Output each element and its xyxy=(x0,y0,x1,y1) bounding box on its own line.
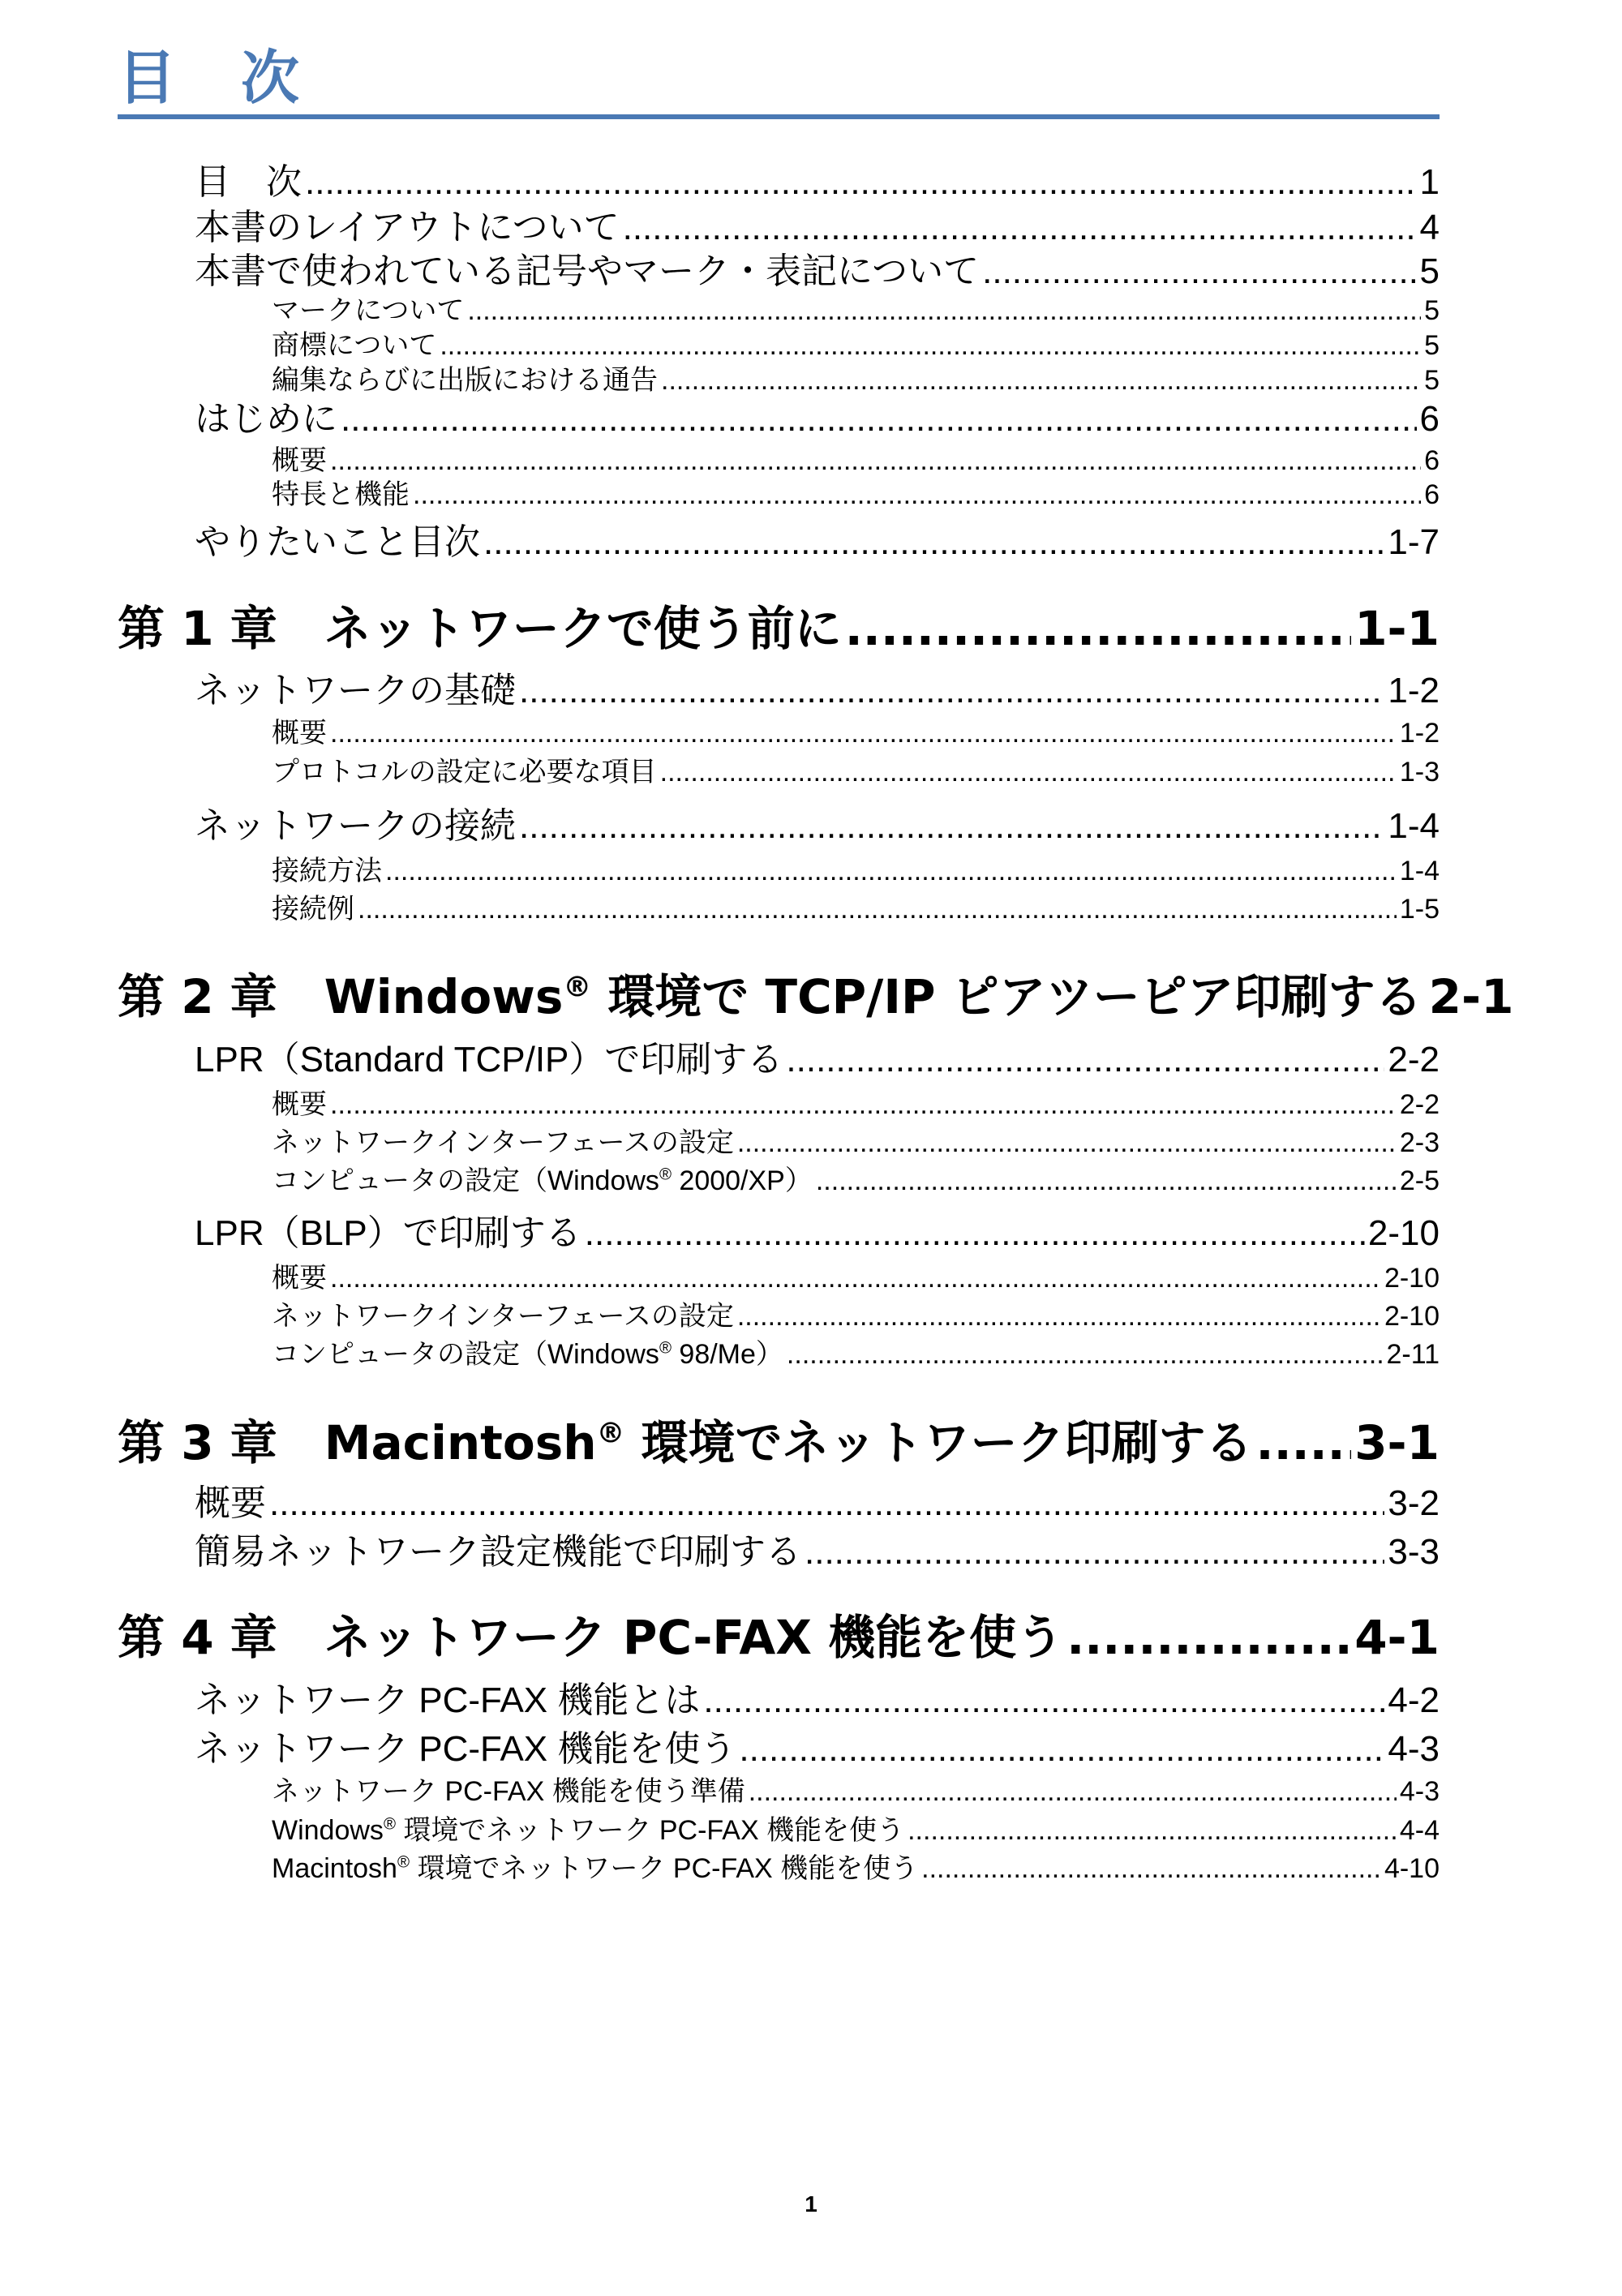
toc-page-number: 1-1 xyxy=(1354,601,1440,656)
dot-leader xyxy=(660,757,1397,788)
toc-subsection-entry[interactable] xyxy=(272,323,1440,363)
registered-mark: ® xyxy=(563,971,592,1004)
toc-page-number: 2-10 xyxy=(1384,1263,1440,1294)
registered-mark: ® xyxy=(659,1165,672,1184)
dot-leader xyxy=(269,1483,1384,1524)
toc-subsection-entry[interactable] xyxy=(272,1120,1440,1160)
toc-page-number: 2-10 xyxy=(1384,1301,1440,1332)
toc-entry-title: 概要 xyxy=(272,718,327,749)
toc-page-number: 2-2 xyxy=(1399,1089,1440,1120)
toc-entry-title: コンピュータの設定（Windows® 2000/XP） xyxy=(272,1165,813,1196)
dot-leader xyxy=(305,162,1417,203)
toc-entry-title: 概要 xyxy=(272,1263,327,1294)
toc-section-entry[interactable] xyxy=(195,1030,1440,1082)
toc-page-number: 1-2 xyxy=(1388,671,1440,710)
toc-section-entry[interactable] xyxy=(195,389,1440,441)
toc-entry-title: はじめに xyxy=(195,399,337,439)
dot-leader xyxy=(921,1853,1381,1885)
toc-section-entry[interactable] xyxy=(195,152,1440,204)
toc-page-number: 5 xyxy=(1419,251,1440,291)
toc-page-number: 4-4 xyxy=(1399,1815,1440,1846)
toc-subsection-entry[interactable] xyxy=(272,1846,1440,1886)
toc-entry-title: 接続方法 xyxy=(272,856,382,886)
toc-entry-title: 簡易ネットワーク設定機能で印刷する xyxy=(195,1532,801,1572)
toc-subsection-entry[interactable] xyxy=(272,1294,1440,1333)
toc-chapter-entry[interactable] xyxy=(118,1599,1440,1667)
toc-subsection-entry[interactable] xyxy=(272,848,1440,888)
toc-section-entry[interactable] xyxy=(195,661,1440,713)
dot-leader xyxy=(413,479,1421,511)
toc-subsection-entry[interactable] xyxy=(272,710,1440,750)
toc-entry-title: 概要 xyxy=(272,445,327,476)
registered-mark: ® xyxy=(397,1853,410,1872)
toc-section-entry[interactable] xyxy=(195,1474,1440,1526)
page-title: 目 次 xyxy=(118,44,303,112)
toc-page-number: 3-2 xyxy=(1388,1483,1440,1523)
toc-chapter-entry[interactable] xyxy=(118,959,1514,1027)
toc-entry-title: 編集ならびに出版における通告 xyxy=(272,365,658,396)
toc-entry-title: ネットワークの基礎 xyxy=(195,671,516,710)
toc-entry-title: やりたいこと目次 xyxy=(195,522,480,562)
toc-chapter-entry[interactable] xyxy=(118,1405,1440,1473)
dot-leader xyxy=(787,1339,1384,1371)
toc-page-number: 2-10 xyxy=(1367,1213,1440,1253)
toc-subsection-entry[interactable] xyxy=(272,1255,1440,1295)
toc-page-number: 4-2 xyxy=(1388,1680,1440,1720)
toc-entry-title: プロトコルの設定に必要な項目 xyxy=(272,757,657,788)
toc-page-number: 2-2 xyxy=(1388,1040,1440,1079)
dot-leader xyxy=(739,1729,1384,1770)
toc-entry-title: ネットワーク PC-FAX 機能とは xyxy=(195,1680,701,1720)
toc-page-number: 6 xyxy=(1424,445,1440,476)
dot-leader xyxy=(330,1089,1397,1121)
toc-page-number: 4-3 xyxy=(1388,1729,1440,1769)
toc-entry-title: 特長と機能 xyxy=(272,479,410,510)
dot-leader xyxy=(786,1040,1384,1080)
toc-section-entry[interactable] xyxy=(195,796,1440,848)
toc-entry-title: ネットワークインターフェースの設定 xyxy=(272,1301,734,1332)
registered-mark: ® xyxy=(659,1339,672,1358)
toc-page-number: 1-4 xyxy=(1388,806,1440,846)
dot-leader xyxy=(585,1213,1365,1254)
toc-subsection-entry[interactable] xyxy=(272,1082,1440,1122)
dot-leader xyxy=(385,856,1397,887)
toc-entry-title: 概要 xyxy=(272,1089,327,1120)
dot-leader xyxy=(1256,1415,1352,1470)
toc-entry-title: LPR（BLP）で印刷する xyxy=(195,1213,581,1253)
toc-section-entry[interactable] xyxy=(195,1522,1440,1574)
toc-page-number: 2-11 xyxy=(1386,1339,1440,1370)
toc-entry-title: Windows® 環境でネットワーク PC-FAX 機能を使う xyxy=(272,1815,905,1846)
page-number: 1 xyxy=(805,2191,817,2217)
toc-entry-title: 第 3 章 Macintosh® 環境でネットワーク印刷する xyxy=(118,1415,1253,1470)
dot-leader xyxy=(1066,1610,1351,1665)
toc-entry-title: 商標について xyxy=(272,330,437,361)
dot-leader xyxy=(908,1815,1397,1847)
dot-leader xyxy=(330,1263,1381,1294)
toc-section-entry[interactable] xyxy=(195,1204,1440,1255)
dot-leader xyxy=(737,1301,1381,1333)
toc-page-number: 1 xyxy=(1419,162,1440,202)
dot-leader xyxy=(358,894,1397,925)
title-rule xyxy=(118,114,1440,119)
toc-chapter-entry[interactable] xyxy=(118,590,1440,659)
toc-subsection-entry[interactable] xyxy=(272,1769,1440,1809)
dot-leader xyxy=(737,1127,1397,1159)
toc-page-number: 4-3 xyxy=(1399,1776,1440,1807)
toc-page-number: 5 xyxy=(1424,330,1440,361)
toc-entry-title: Macintosh® 環境でネットワーク PC-FAX 機能を使う xyxy=(272,1853,919,1884)
toc-entry-title: 第 4 章 ネットワーク PC-FAX 機能を使う xyxy=(118,1610,1064,1665)
toc-page-number: 4 xyxy=(1419,208,1440,247)
toc-page-number: 5 xyxy=(1424,295,1440,326)
toc-subsection-entry[interactable] xyxy=(272,886,1440,926)
dot-leader xyxy=(749,1776,1397,1808)
toc-page-number: 1-7 xyxy=(1388,522,1440,562)
toc-page-number: 4-1 xyxy=(1354,1610,1440,1665)
toc-page-number: 3-3 xyxy=(1388,1532,1440,1572)
dot-leader xyxy=(519,671,1384,711)
toc-entry-title: ネットワークインターフェースの設定 xyxy=(272,1127,734,1158)
toc-page-number: 5 xyxy=(1424,365,1440,396)
dot-leader xyxy=(483,522,1384,563)
toc-entry-title: 本書で使われている記号やマーク・表記について xyxy=(195,251,980,291)
toc-entry-title: 本書のレイアウトについて xyxy=(195,208,620,247)
dot-leader xyxy=(982,251,1416,292)
toc-section-entry[interactable] xyxy=(195,1671,1440,1723)
toc-page-number: 1-4 xyxy=(1399,856,1440,886)
toc-page-number: 2-1 xyxy=(1428,969,1514,1024)
toc-entry-title: 第 1 章 ネットワークで使う前に xyxy=(118,601,842,656)
dot-leader xyxy=(341,399,1417,440)
toc-entry-title: マークについて xyxy=(272,295,465,326)
toc-entry-title: 目 次 xyxy=(195,162,302,202)
toc-entry-title: 第 2 章 Windows® 環境で TCP/IP ピアツーピア印刷する xyxy=(118,969,1422,1024)
dot-leader xyxy=(703,1680,1384,1721)
toc-subsection-entry[interactable] xyxy=(272,1808,1440,1848)
toc-subsection-entry[interactable] xyxy=(272,288,1440,328)
toc-page-number: 4-10 xyxy=(1384,1853,1440,1884)
toc-subsection-entry[interactable] xyxy=(272,472,1440,512)
dot-leader xyxy=(816,1165,1397,1197)
toc-subsection-entry[interactable] xyxy=(272,749,1440,789)
dot-leader xyxy=(519,806,1384,847)
toc-entry-title: ネットワーク PC-FAX 機能を使う xyxy=(195,1729,736,1769)
toc-page-number: 6 xyxy=(1419,399,1440,439)
toc-entry-title: LPR（Standard TCP/IP）で印刷する xyxy=(195,1040,783,1079)
toc-page-number: 1-5 xyxy=(1399,894,1440,925)
toc-section-entry[interactable] xyxy=(195,513,1440,564)
toc-section-entry[interactable] xyxy=(195,1719,1440,1771)
dot-leader xyxy=(845,601,1351,656)
toc-page-number: 2-5 xyxy=(1399,1165,1440,1196)
toc-subsection-entry[interactable] xyxy=(272,1158,1440,1198)
toc-entry-title: 接続例 xyxy=(272,894,354,925)
toc-page-number: 6 xyxy=(1424,479,1440,510)
toc-entry-title: コンピュータの設定（Windows® 98/Me） xyxy=(272,1339,783,1370)
toc-page-number: 1-2 xyxy=(1399,718,1440,749)
toc-page-number: 3-1 xyxy=(1354,1415,1440,1470)
toc-entry-title: ネットワークの接続 xyxy=(195,806,516,846)
toc-page-number: 1-3 xyxy=(1399,757,1440,788)
toc-subsection-entry[interactable] xyxy=(272,1332,1440,1371)
dot-leader xyxy=(330,718,1397,749)
toc-entry-title: ネットワーク PC-FAX 機能を使う準備 xyxy=(272,1776,745,1807)
registered-mark: ® xyxy=(596,1417,625,1450)
dot-leader xyxy=(805,1532,1384,1573)
toc-section-entry[interactable] xyxy=(195,242,1440,294)
toc-entry-title: 概要 xyxy=(195,1483,266,1523)
toc-page-number: 2-3 xyxy=(1399,1127,1440,1158)
registered-mark: ® xyxy=(383,1815,396,1834)
